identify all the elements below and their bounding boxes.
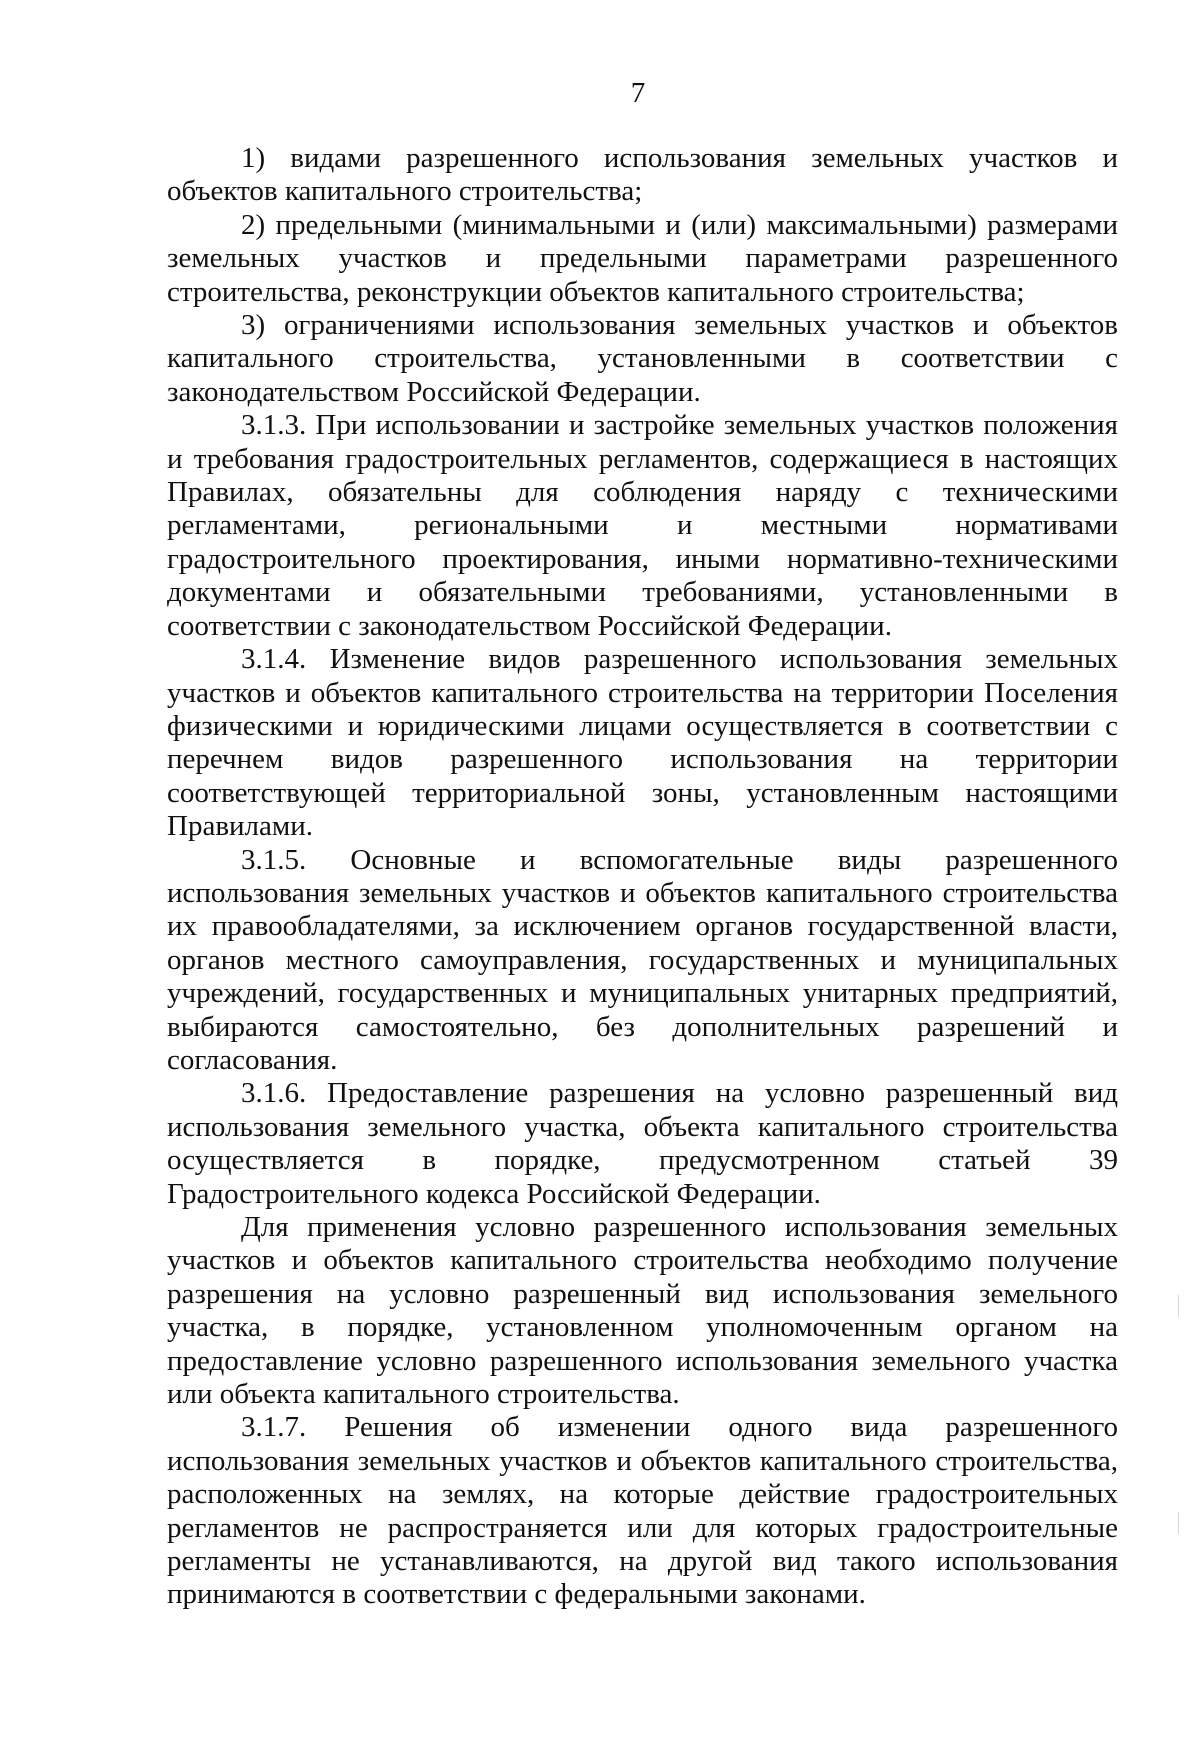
paragraph-3-1-6: 3.1.6. Предоставление разрешения на условно разрешенный вид использования земельного участка, объекта капитального строительства осуществляется в порядке, предусмотренном статьей 39 Градостроительного кодекса Российской Федерации. [167, 1077, 1118, 1210]
scan-edge-mark [1178, 1512, 1179, 1534]
paragraph-3-1-3: 3.1.3. При использовании и застройке земельных участков положения и требования градостроительных регламентов, содержащиеся в настоящих Правилах, обязательны для соблюдения наряду с техническими регламентами, региональными и местными нормативами градостроительного проектирования, иными нормативно-техническими документами и обязательными требованиями, установленными в соответствии с законодательством Российской Федерации. [167, 409, 1118, 642]
paragraph-conditional-use: Для применения условно разрешенного использования земельных участков и объектов капитального строительства необходимо получение разрешения на условно разрешенный вид использования земельного участка, в порядке, установленном уполномоченным органом на предоставление условно разрешенного использования земельного участка или объекта капитального строительства. [167, 1211, 1118, 1411]
paragraph-3-1-5: 3.1.5. Основные и вспомогательные виды разрешенного использования земельных участков и объектов капитального строительства их правообладателями, за исключением органов государственной власти, органов местного самоуправления, государственных и муниципальных учреждений, государственных и муниципальных унитарных предприятий, выбираются самостоятельно, без дополнительных разрешений и согласования. [167, 843, 1118, 1076]
page-number: 7 [630, 77, 646, 109]
paragraph-item-1: 1) видами разрешенного использования земельных участков и объектов капитального строительства; [167, 142, 1118, 208]
scan-edge-mark [1178, 1295, 1179, 1317]
paragraph-item-2: 2) предельными (минимальными и (или) максимальными) размерами земельных участков и предельными параметрами разрешенного строительства, реконструкции объектов капитального строительства; [167, 208, 1118, 308]
paragraph-item-3: 3) ограничениями использования земельных участков и объектов капитального строительства, установленными в соответствии с законодательством Российской Федерации. [167, 309, 1118, 408]
paragraph-3-1-4: 3.1.4. Изменение видов разрешенного использования земельных участков и объектов капитального строительства на территории Поселения физическими и юридическими лицами осуществляется в соответствии с перечнем видов разрешенного использования на территории соответствующей территориальной зоны, установленным настоящими Правилами. [167, 643, 1118, 843]
body-text [167, 142, 1118, 1612]
paragraph-3-1-7: 3.1.7. Решения об изменении одного вида разрешенного использования земельных участков и объектов капитального строительства, расположенных на землях, на которые действие градостроительных регламентов не распространяется или для которых градостроительные регламенты не устанавливаются, на другой вид такого использования принимаются в соответствии с федеральными законами. [167, 1411, 1118, 1611]
